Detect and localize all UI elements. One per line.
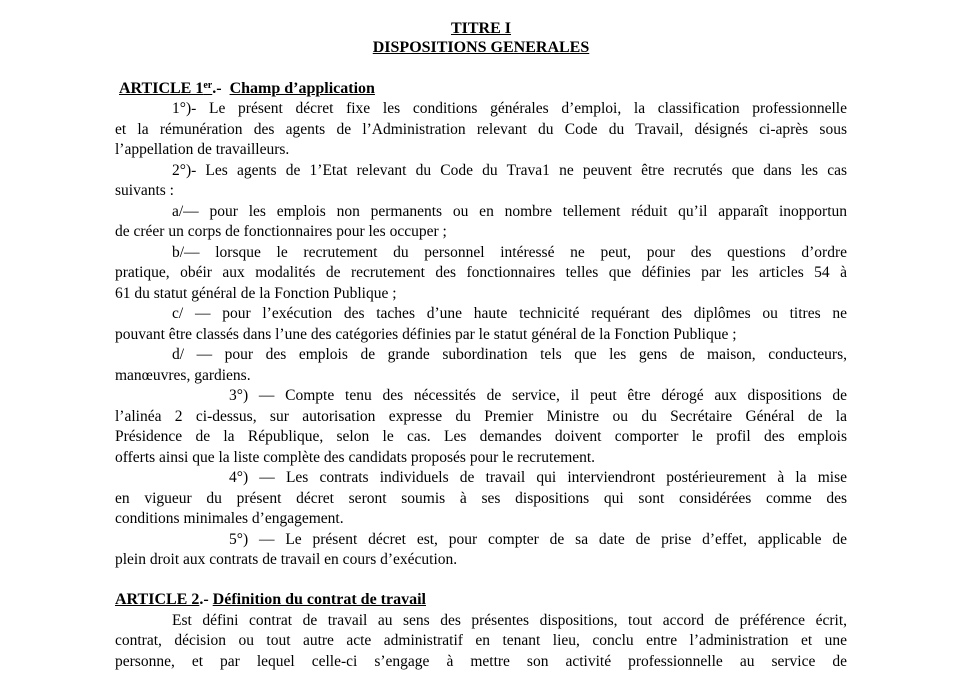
paragraph-line: d/ — pour des emplois de grande subordination tels que les gens de maison, conducteurs, — [172, 346, 847, 363]
paragraph-line: contrat, décision ou tout autre acte administratif en tenant lieu, conclu entre l’administration et une — [115, 632, 847, 649]
paragraph-line: l’appellation de travailleurs. — [115, 141, 290, 158]
paragraph-line: 61 du statut général de la Fonction Publique ; — [115, 285, 397, 302]
paragraph-line: Est défini contrat de travail au sens des présentes dispositions, tout accord de préférence écrit, — [172, 612, 847, 629]
article-1-sep: .- — [212, 80, 222, 97]
article-1-heading — [119, 79, 375, 99]
article-2-label: ARTICLE 2 — [115, 591, 200, 608]
paragraph-line: suivants : — [115, 182, 174, 199]
paragraph-line: et la rémunération des agents de l’Administration relevant du Code du Travail, désignés ci-après sous — [115, 121, 847, 138]
article-1-subject: Champ d’application — [229, 80, 375, 97]
paragraph-line: en vigueur du présent décret seront soumis à ses dispositions qui sont considérées comme des — [115, 490, 847, 507]
article-2-subject: Définition du contrat de travail — [212, 591, 426, 608]
article-1-label — [119, 80, 212, 97]
paragraph-line: l’alinéa 2 ci-dessus, sur autorisation expresse du Premier Ministre ou du Secrétaire Général de la — [115, 408, 847, 425]
paragraph-line: a/— pour les emplois non permanents ou en nombre tellement réduit qu’il apparaît inopportun — [172, 203, 847, 220]
paragraph-line: manœuvres, gardiens. — [115, 367, 251, 384]
paragraph-line: plein droit aux contrats de travail en cours d’exécution. — [115, 551, 458, 568]
paragraph-line: pouvant être classés dans l’une des catégories définies par le statut général de la Fonction Publique ; — [115, 326, 737, 343]
paragraph-line: c/ — pour l’exécution des taches d’une haute technicité requérant des diplômes ou titres ne — [172, 305, 847, 322]
paragraph-line: personne, et par lequel celle-ci s’engage à mettre son activité professionnelle au service de — [115, 653, 847, 670]
paragraph-line: offerts ainsi que la liste complète des candidats proposés pour le recrutement. — [115, 449, 596, 466]
paragraph-line: pratique, obéir aux modalités de recrutement des fonctionnaires telles que définies par les articles 54 à — [115, 264, 847, 281]
paragraph-line: conditions minimales d’engagement. — [115, 510, 344, 527]
article-2-sep: .- — [199, 591, 209, 608]
article-1-sup: er — [203, 80, 213, 91]
paragraph-line: Présidence de la République, selon le cas. Les demandes doivent comporter le profil des emplois — [115, 428, 847, 445]
article-2-heading — [115, 590, 426, 610]
article-1-label-text: ARTICLE 1 — [119, 80, 204, 97]
title-dispositions: DISPOSITIONS GENERALES — [372, 39, 590, 56]
paragraph-line: 5°) — Le présent décret est, pour compter de sa date de prise d’effet, applicable de — [229, 531, 847, 548]
title-titre: TITRE I — [450, 20, 512, 37]
paragraph-line: de créer un corps de fonctionnaires pour les occuper ; — [115, 223, 447, 240]
paragraph-line: 1°)- Le présent décret fixe les conditions générales d’emploi, la classification professionnelle — [172, 100, 847, 117]
paragraph-line: 4°) — Les contrats individuels de travail qui interviendront postérieurement à la mise — [229, 469, 847, 486]
paragraph-line: 3°) — Compte tenu des nécessités de service, il peut être dérogé aux dispositions de — [229, 387, 847, 404]
paragraph-line: b/— lorsque le recrutement du personnel intéressé ne peut, pour des questions d’ordre — [172, 244, 847, 261]
paragraph-line: 2°)- Les agents de 1’Etat relevant du Code du Trava1 ne peuvent être recrutés que dans les cas — [172, 162, 847, 179]
